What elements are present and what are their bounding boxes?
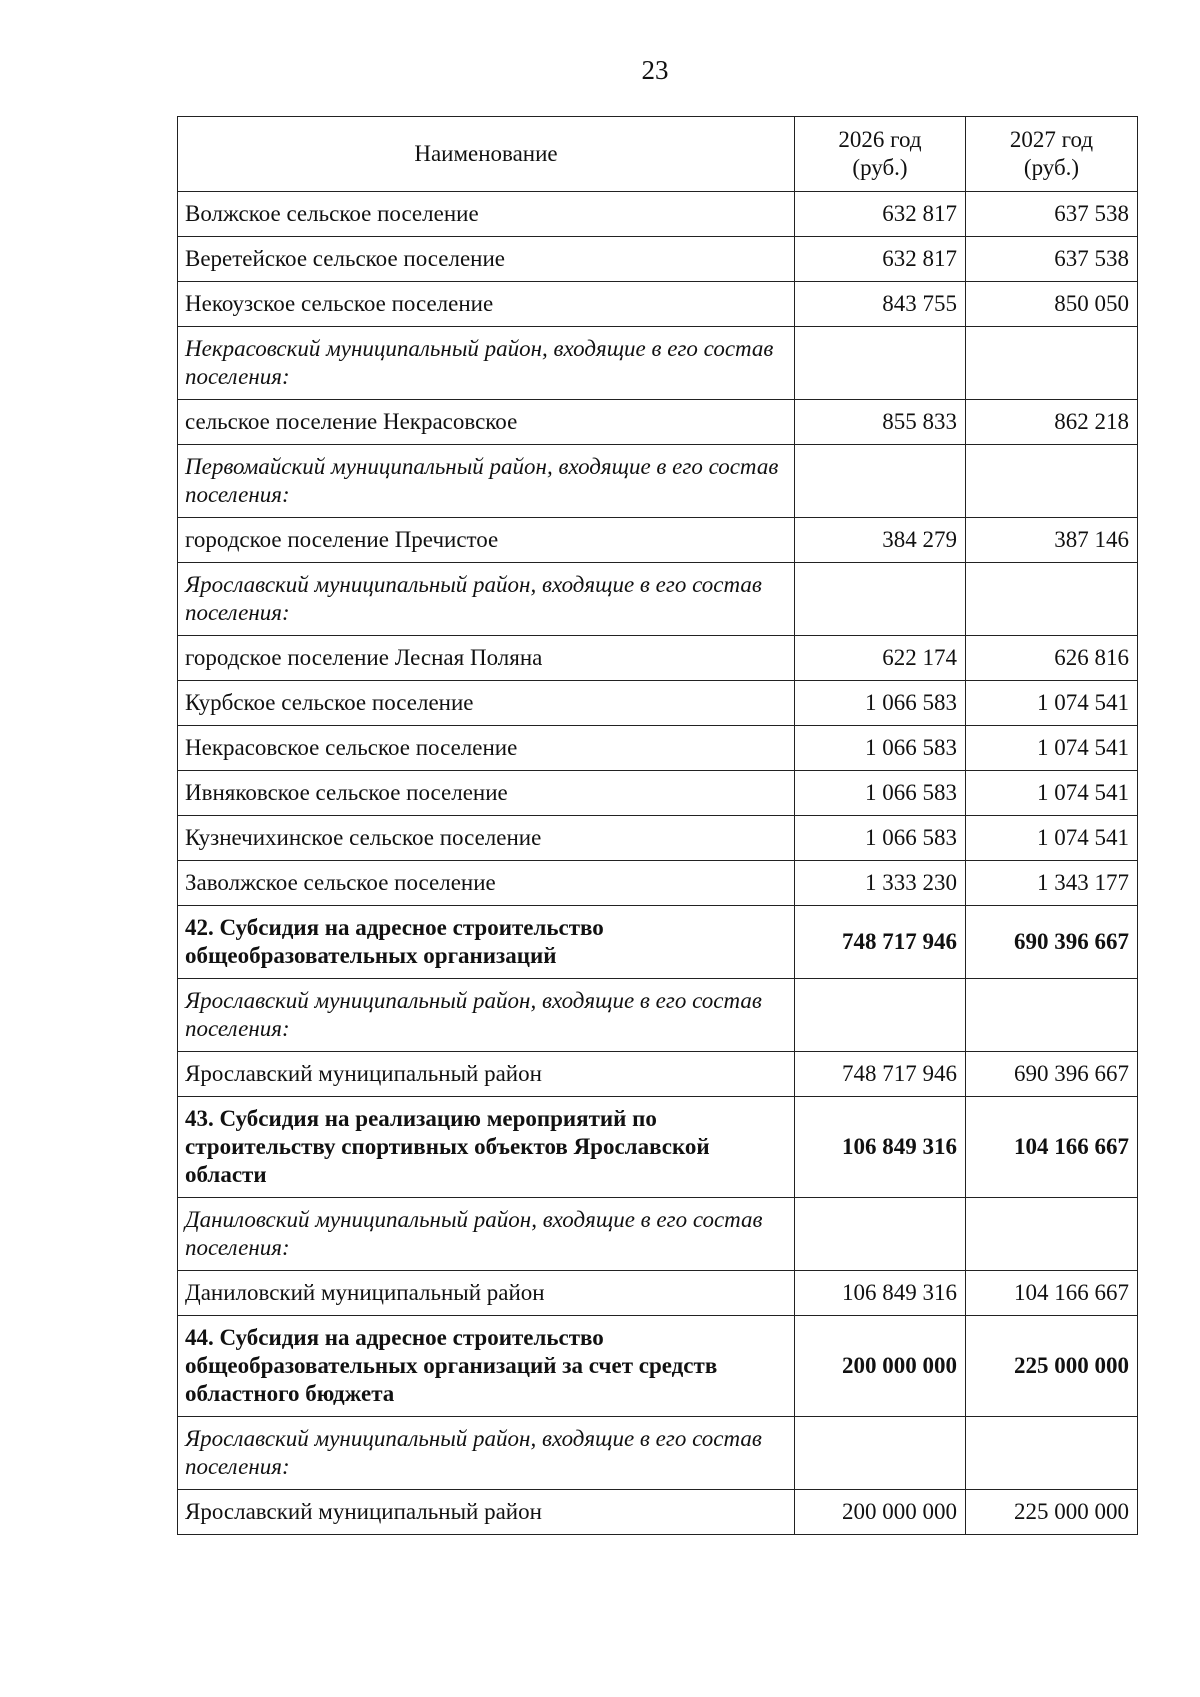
row-name: Даниловский муниципальный район, входящие в его состав поселения: [178,1198,795,1271]
row-value-2026: 622 174 [795,636,966,681]
row-name: 42. Субсидия на адресное строительство общеобразовательных организаций [178,906,795,979]
table-row [178,1316,1138,1417]
row-name: сельское поселение Некрасовское [178,400,795,445]
table-row [178,1097,1138,1198]
table-row [178,1490,1138,1535]
row-name: Ярославский муниципальный район, входящие в его состав поселения: [178,979,795,1052]
header-name-label: Наименование [414,141,558,166]
row-value-2026 [795,327,966,400]
table-row [178,771,1138,816]
table-header-row [178,117,1138,192]
row-value-2026: 748 717 946 [795,906,966,979]
table-row [178,518,1138,563]
table-row [178,681,1138,726]
row-value-2026: 200 000 000 [795,1316,966,1417]
row-name: Некоузское сельское поселение [178,282,795,327]
row-name: Заволжское сельское поселение [178,861,795,906]
row-value-2027: 690 396 667 [966,1052,1138,1097]
header-2027-label: 2027 год [1009,127,1094,152]
row-value-2027: 637 538 [966,237,1138,282]
row-name: городское поселение Лесная Поляна [178,636,795,681]
row-value-2026: 106 849 316 [795,1097,966,1198]
row-name: Даниловский муниципальный район [178,1271,795,1316]
row-value-2026: 843 755 [795,282,966,327]
row-value-2026 [795,1198,966,1271]
row-name: Ярославский муниципальный район, входящие в его состав поселения: [178,563,795,636]
row-value-2027 [966,979,1138,1052]
row-value-2027: 225 000 000 [966,1316,1138,1417]
table-row [178,726,1138,771]
row-value-2027: 862 218 [966,400,1138,445]
row-name: Веретейское сельское поселение [178,237,795,282]
row-value-2026: 855 833 [795,400,966,445]
row-value-2027 [966,1198,1138,1271]
row-value-2027: 690 396 667 [966,906,1138,979]
row-value-2026: 384 279 [795,518,966,563]
table-row [178,563,1138,636]
table-row [178,1417,1138,1490]
header-2027-unit: (руб.) [1023,155,1080,180]
row-value-2026: 1 066 583 [795,681,966,726]
row-name: Некрасовское сельское поселение [178,726,795,771]
table-row [178,192,1138,237]
table-row [178,979,1138,1052]
header-2026 [795,117,966,192]
row-value-2026: 106 849 316 [795,1271,966,1316]
row-value-2027: 626 816 [966,636,1138,681]
row-value-2026: 1 066 583 [795,771,966,816]
table-row [178,906,1138,979]
row-value-2026 [795,563,966,636]
row-value-2027: 1 074 541 [966,681,1138,726]
header-2026-unit: (руб.) [852,155,908,180]
row-value-2026: 1 066 583 [795,816,966,861]
row-value-2026: 1 333 230 [795,861,966,906]
row-name: городское поселение Пречистое [178,518,795,563]
row-value-2026: 1 066 583 [795,726,966,771]
row-value-2026: 632 817 [795,237,966,282]
row-name: 44. Субсидия на адресное строительство общеобразовательных организаций за счет средств областного бюджета [178,1316,795,1417]
page-number: 23 [641,55,669,85]
row-value-2027: 104 166 667 [966,1097,1138,1198]
row-value-2027: 1 074 541 [966,771,1138,816]
header-2026-label: 2026 год [838,127,922,152]
table-row [178,400,1138,445]
row-value-2027: 637 538 [966,192,1138,237]
row-name: Ярославский муниципальный район [178,1490,795,1535]
table-row [178,445,1138,518]
row-value-2027 [966,327,1138,400]
row-value-2027 [966,563,1138,636]
table-row [178,861,1138,906]
row-value-2026 [795,445,966,518]
row-name: Ярославский муниципальный район [178,1052,795,1097]
table-row [178,282,1138,327]
row-value-2027 [966,1417,1138,1490]
row-value-2026: 200 000 000 [795,1490,966,1535]
row-value-2027: 1 074 541 [966,816,1138,861]
row-value-2026 [795,979,966,1052]
row-value-2027: 1 074 541 [966,726,1138,771]
row-name: Курбское сельское поселение [178,681,795,726]
table-body [178,192,1138,1535]
budget-table [177,116,1138,1535]
row-name: 43. Субсидия на реализацию мероприятий по строительству спортивных объектов Ярославской области [178,1097,795,1198]
row-name: Волжское сельское поселение [178,192,795,237]
row-value-2027 [966,445,1138,518]
row-value-2026: 632 817 [795,192,966,237]
row-value-2027: 850 050 [966,282,1138,327]
table-row [178,327,1138,400]
row-value-2026 [795,1417,966,1490]
header-name [178,117,795,192]
header-2027 [966,117,1138,192]
row-value-2026: 748 717 946 [795,1052,966,1097]
table-row [178,816,1138,861]
table-row [178,636,1138,681]
row-value-2027: 225 000 000 [966,1490,1138,1535]
row-value-2027: 104 166 667 [966,1271,1138,1316]
table-row [178,1198,1138,1271]
table-row [178,1052,1138,1097]
table-row [178,1271,1138,1316]
table-row [178,237,1138,282]
row-name: Некрасовский муниципальный район, входящие в его состав поселения: [178,327,795,400]
row-name: Ивняковское сельское поселение [178,771,795,816]
row-value-2027: 387 146 [966,518,1138,563]
row-value-2027: 1 343 177 [966,861,1138,906]
row-name: Первомайский муниципальный район, входящие в его состав поселения: [178,445,795,518]
row-name: Кузнечихинское сельское поселение [178,816,795,861]
row-name: Ярославский муниципальный район, входящие в его состав поселения: [178,1417,795,1490]
